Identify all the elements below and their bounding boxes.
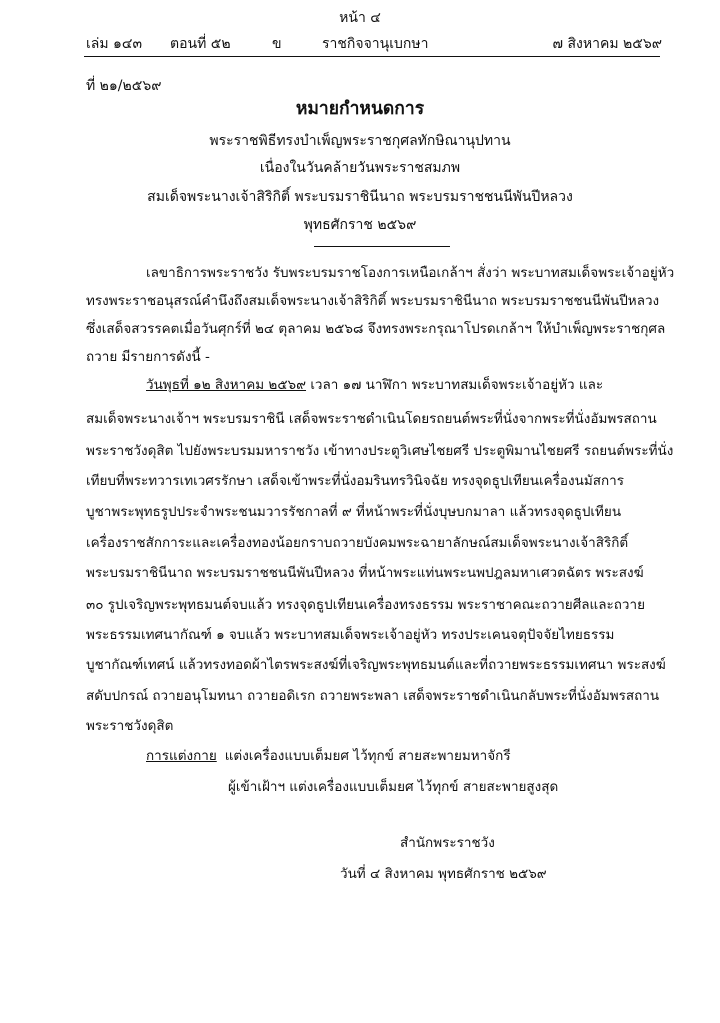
header-date: ๗ สิงหาคม ๒๕๖๙ bbox=[552, 36, 662, 52]
para2-line-8: ๓๐ รูปเจริญพระพุทธมนต์จบแล้ว ทรงจุดธูปเทียนเครื่องทรงธรรม พระราชาคณะถวายศีลและถวาย bbox=[86, 597, 646, 613]
volume-label: เล่ม ๑๔๓ bbox=[86, 36, 143, 52]
subtitle-line-3: สมเด็จพระนางเจ้าสิริกิติ์ พระบรมราชินีนาถ พระบรมราชชนนีพันปีหลวง bbox=[147, 189, 573, 205]
page-number: หน้า ๔ bbox=[339, 10, 381, 26]
dress-code-line-2: ผู้เข้าเฝ้าฯ แต่งเครื่องแบบเต็มยศ ไว้ทุกข์ สายสะพายสูงสุด bbox=[228, 779, 559, 795]
document-number: ที่ ๒๑/๒๕๖๙ bbox=[86, 78, 162, 94]
subtitle-line-4: พุทธศักราช ๒๕๖๙ bbox=[303, 217, 417, 233]
gazette-name: ราชกิจจานุเบกษา bbox=[322, 36, 429, 52]
para2-line-11: สดับปกรณ์ ถวายอนุโมทนา ถวายอดิเรก ถวายพระพลา เสด็จพระราชดำเนินกลับพระที่นั่งอัมพรสถาน bbox=[86, 688, 660, 704]
event-date: วันพุธที่ ๑๒ สิงหาคม ๒๕๖๙ bbox=[146, 377, 307, 393]
para2-line-10: บูชากัณฑ์เทศน์ แล้วทรงทอดผ้าไตรพระสงฆ์ที่เจริญพระพุทธมนต์และที่ถวายพระธรรมเทศนา พระสงฆ์ bbox=[86, 657, 666, 673]
series-label: ข bbox=[272, 36, 282, 52]
para1-line-4: ถวาย มีรายการดังนี้ - bbox=[86, 349, 210, 365]
issuing-office: สำนักพระราชวัง bbox=[400, 835, 495, 851]
dress-code-text: แต่งเครื่องแบบเต็มยศ ไว้ทุกข์ สายสะพายมหาจักรี bbox=[224, 748, 511, 764]
para2-line-2: สมเด็จพระนางเจ้าฯ พระบรมราชินี เสด็จพระราชดำเนินโดยรถยนต์พระที่นั่งจากพระที่นั่งอัมพรสถาน bbox=[86, 411, 657, 427]
para2-line-9: พระธรรมเทศนากัณฑ์ ๑ จบแล้ว พระบาทสมเด็จพระเจ้าอยู่หัว ทรงประเคนจตุปัจจัยไทยธรรม bbox=[86, 627, 615, 643]
para2-line-6: เครื่องราชสักการะและเครื่องทองน้อยกราบถวายบังคมพระฉายาลักษณ์สมเด็จพระนางเจ้าสิริกิติ์ bbox=[86, 535, 629, 551]
dress-code-line-1 bbox=[146, 746, 511, 766]
subtitle-line-2: เนื่องในวันคล้ายวันพระราชสมภพ bbox=[259, 160, 461, 176]
subtitle-line-1: พระราชพิธีทรงบำเพ็ญพระราชกุศลทักษิณานุปทาน bbox=[209, 133, 511, 149]
para2-line-5: บูชาพระพุทธรูปประจำพระชนมวารรัชกาลที่ ๙ ที่หน้าพระที่นั่งบุษบกมาลา แล้วทรงจุดธูปเทียน bbox=[86, 504, 622, 520]
para2-line-12: พระราชวังดุสิต bbox=[86, 718, 174, 734]
para2-line-1-rest: เวลา ๑๗ นาฬิกา พระบาทสมเด็จพระเจ้าอยู่หัว และ bbox=[310, 377, 604, 393]
para1-line-2: ทรงพระราชอนุสรณ์คำนึงถึงสมเด็จพระนางเจ้าสิริกิติ์ พระบรมราชินีนาถ พระบรมราชชนนีพันปีหลวง bbox=[86, 293, 660, 309]
para2-line-1 bbox=[146, 375, 603, 395]
section-label: ตอนที่ ๕๒ bbox=[170, 36, 231, 52]
para2-line-7: พระบรมราชินีนาถ พระบรมราชชนนีพันปีหลวง ที่หน้าพระแท่นพระนพปฎลมหาเศวตฉัตร พระสงฆ์ bbox=[86, 565, 644, 581]
header-rule bbox=[84, 56, 660, 57]
para1-line-3: ซึ่งเสด็จสวรรคตเมื่อวันศุกร์ที่ ๒๔ ตุลาคม ๒๕๖๘ จึงทรงพระกรุณาโปรดเกล้าฯ ให้บำเพ็ญพระราชกุศล bbox=[86, 321, 666, 337]
para1-line-1: เลขาธิการพระราชวัง รับพระบรมราชโองการเหนือเกล้าฯ สั่งว่า พระบาทสมเด็จพระเจ้าอยู่หัว bbox=[146, 265, 675, 281]
title-rule bbox=[314, 246, 450, 247]
para2-line-3: พระราชวังดุสิต ไปยังพระบรมมหาราชวัง เข้าทางประตูวิเศษไชยศรี ประตูพิมานไชยศรี รถยนต์พระที่นั่ง bbox=[86, 443, 674, 459]
document-title: หมายกำหนดการ bbox=[295, 99, 425, 119]
dress-code-label: การแต่งกาย bbox=[146, 748, 217, 764]
issue-date: วันที่ ๔ สิงหาคม พุทธศักราช ๒๕๖๙ bbox=[340, 866, 547, 882]
para2-line-4: เทียบที่พระทวารเทเวศรรักษา เสด็จเข้าพระที่นั่งอมรินทรวินิจฉัย ทรงจุดธูปเทียนเครื่องนมัสการ bbox=[86, 473, 625, 489]
